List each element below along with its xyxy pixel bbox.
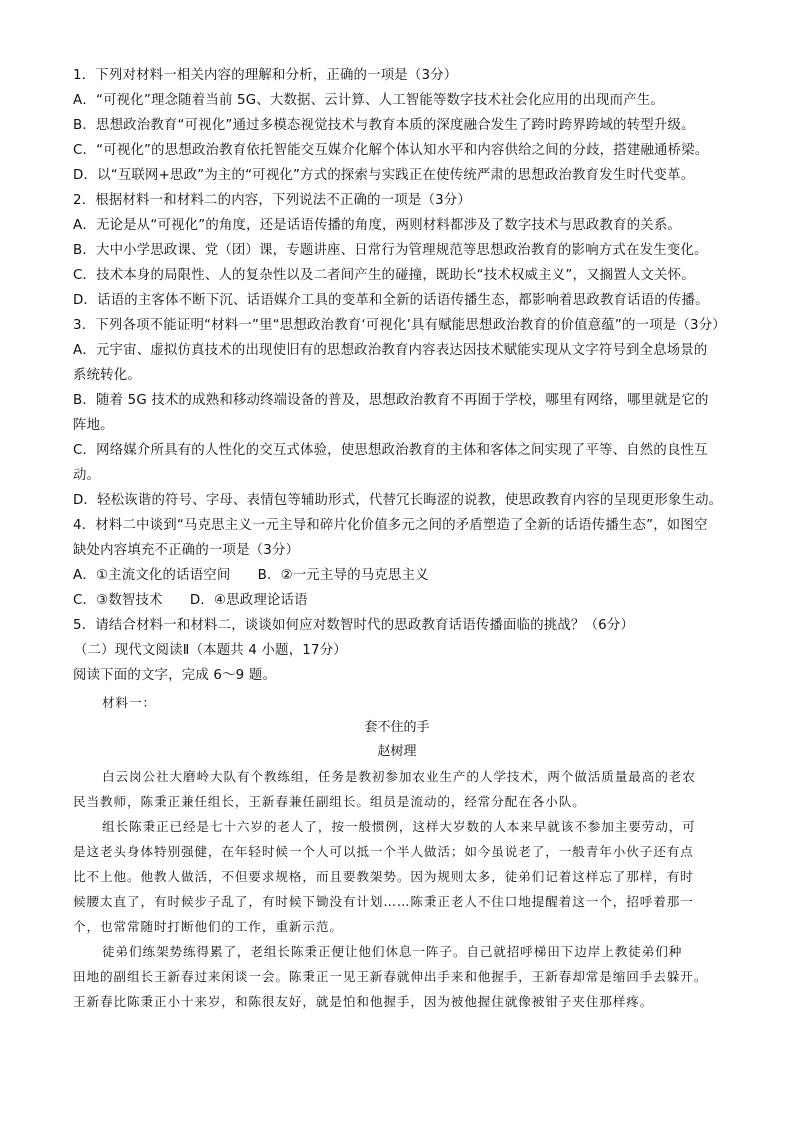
- q3-option-c-line1: C．网络媒介所具有的人性化的交互式体验，使思想政治教育的主体和客体之间实现了平等、自然的良性互: [73, 443, 708, 458]
- q1-option-a: A．“可视化”理念随着当前 5G、大数据、云计算、人工智能等数字技术社会化应用的出现而产生。: [73, 93, 665, 108]
- q3-option-d: D．轻松诙谐的符号、字母、表情包等辅助形式，代替冗长晦涩的说教，使思政教育内容的呈现更形象生动。: [73, 493, 723, 508]
- q3-option-b-line2: 阵地。: [73, 418, 114, 433]
- q4-options-cd: C．③数智技术 D．④思政理论话语: [73, 593, 308, 608]
- q3-stem: 3．下列各项不能证明“材料一”里“思想政治教育‘可视化’具有赋能思想政治教育的价值意蕴”的一项是（3分）: [73, 318, 726, 333]
- story-paragraph-3-line-2: 田地的副组长王新春过来闲谈一会。陈秉正一见王新春就伸出手来和他握手，王新春却常是缩回手去躲开。: [73, 969, 708, 984]
- q3-option-b-line1: B．随着 5G 技术的成熟和移动终端设备的普及，思想政治教育不再囿于学校，哪里有网络，哪里就是它的: [73, 393, 709, 408]
- story-paragraph-1-line-2: 民当教师，陈秉正兼任组长，王新春兼任副组长。组员是流动的，经常分配在各小队。: [73, 794, 586, 809]
- q5-stem: 5．请结合材料一和材料二，谈谈如何应对数智时代的思政教育话语传播面临的挑战？（6分）: [73, 618, 635, 633]
- story-paragraph-2-line-4: 候腰太直了，有时候步子乱了，有时候下锄没有计划……陈秉正老人不住口地提醒着这一个，招呼着那一: [73, 894, 694, 909]
- story-paragraph-3-line-1: 徒弟们练架势练得累了，老组长陈秉正便让他们休息一阵子。自己就招呼梯田下边岸上教徒弟们种: [102, 944, 683, 959]
- q2-stem: 2．根据材料一和材料二的内容，下列说法不正确的一项是（3分）: [73, 193, 471, 208]
- story-paragraph-3-line-3: 王新春比陈秉正小十来岁，和陈很友好，就是怕和他握手，因为被他握住就像被钳子夹住那样疼。: [73, 994, 654, 1009]
- section-heading: （二）现代文阅读Ⅱ（本题共 4 小题，17分）: [74, 643, 347, 658]
- q2-option-b: B．大中小学思政课、党（团）课，专题讲座、日常行为管理规范等思想政治教育的影响方式在发生变化。: [73, 243, 708, 258]
- q4-stem-line1: 4．材料二中谈到“马克思主义一元主导和碎片化价值多元之间的矛盾塑造了全新的话语传播生态”，如图空: [73, 518, 708, 533]
- material-label: 材料一：: [102, 695, 156, 710]
- story-paragraph-2-line-3: 比不上他。他教人做活，不但要求规格，而且要教架势。因为规则太多，徒弟们记着这样忘了那样，有时: [73, 869, 694, 884]
- q3-option-a-line1: A．元宇宙、虚拟仿真技术的出现使旧有的思想政治教育内容表达因技术赋能实现从文字符号到全息场景的: [73, 343, 708, 358]
- q4-stem-line2: 缺处内容填充不正确的一项是（3分）: [73, 543, 300, 558]
- q1-stem: 1．下列对材料一相关内容的理解和分析，正确的一项是（3分）: [73, 68, 458, 83]
- story-paragraph-2-line-5: 个，也常常随时打断他们的工作，重新示范。: [73, 919, 343, 934]
- story-paragraph-2-line-2: 是这老头身体特别强健，在年轻时候一个人可以抵一个半人做活；如今虽说老了，一般青年小伙子还有点: [73, 844, 694, 859]
- q2-option-d: D．话语的主客体不断下沉、话语媒介工具的变革和全新的话语传播生态，都影响着思政教育话语的传播。: [73, 293, 709, 308]
- q3-option-c-line2: 动。: [73, 468, 101, 483]
- q1-option-d: D．以“互联网+思政”为主的“可视化”方式的探索与实践正在使传统严肃的思想政治教育发生时代变革。: [73, 168, 695, 183]
- story-paragraph-2-line-1: 组长陈秉正已经是七十六岁的老人了，按一般惯例，这样大岁数的人本来早就该不参加主要劳动，可: [102, 819, 696, 834]
- story-author: 赵树理: [377, 744, 417, 759]
- q1-option-b: B．思想政治教育“可视化”通过多模态视觉技术与教育本质的深度融合发生了跨时跨界跨域的转型升级。: [73, 118, 695, 133]
- story-title: 套不住的手: [364, 720, 430, 735]
- q2-option-a: A．无论是从“可视化”的角度，还是话语传播的角度，两则材料都涉及了数字技术与思政教育的关系。: [73, 218, 682, 233]
- q3-option-a-line2: 系统转化。: [73, 368, 141, 383]
- q2-option-c: C．技术本身的局限性、人的复杂性以及二者间产生的碰撞，既助长“技术权威主义”，又搁置人文关怀。: [73, 268, 695, 283]
- q4-options-ab: A．①主流文化的话语空间 B．②一元主导的马克思主义: [73, 568, 429, 583]
- story-paragraph-1-line-1: 白云岗公社大磨岭大队有个教练组，任务是教初参加农业生产的人学技术，两个做活质量最高的老农: [102, 769, 696, 784]
- q1-option-c: C．“可视化”的思想政治教育依托智能交互媒介化解个体认知水平和内容供给之间的分歧，搭建融通桥梁。: [73, 143, 709, 158]
- section-instruction: 阅读下面的文字，完成 6～9 题。: [73, 668, 277, 683]
